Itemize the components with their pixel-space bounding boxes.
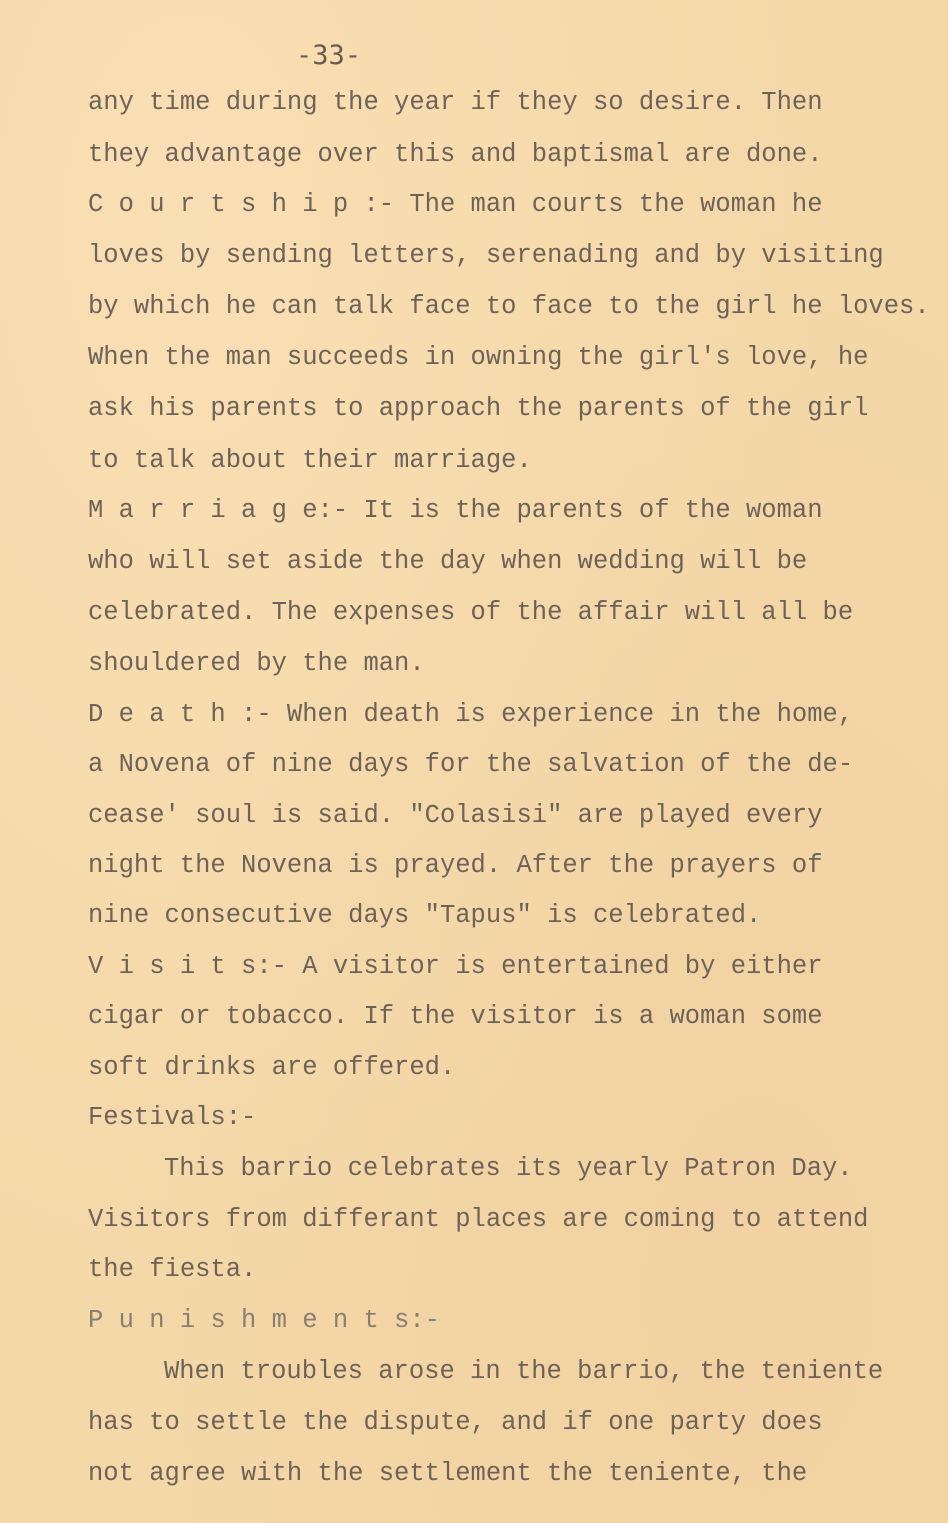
text-line: by which he can talk face to face to the girl he loves. bbox=[88, 292, 930, 321]
page-number: -33- bbox=[296, 40, 362, 71]
text-line: shouldered by the man. bbox=[88, 649, 425, 678]
text-line: a Novena of nine days for the salvation of the de- bbox=[88, 750, 854, 779]
text-line: has to settle the dispute, and if one party does bbox=[88, 1408, 823, 1437]
text-line: cease' soul is said. "Colasisi" are played every bbox=[88, 801, 823, 830]
text-line: soft drinks are offered. bbox=[88, 1053, 456, 1082]
text-line: the fiesta. bbox=[88, 1255, 257, 1284]
text-line: Visitors from differant places are coming to attend bbox=[88, 1205, 869, 1234]
text-line-courtship-heading: C o u r t s h i p :- The man courts the woman he bbox=[88, 190, 823, 219]
text-line: When troubles arose in the barrio, the teniente bbox=[164, 1357, 884, 1386]
text-line: When the man succeeds in owning the girl's love, he bbox=[88, 343, 869, 372]
text-line: cigar or tobacco. If the visitor is a woman some bbox=[88, 1002, 823, 1031]
text-line: they advantage over this and baptismal are done. bbox=[88, 140, 823, 169]
text-line: ask his parents to approach the parents of the girl bbox=[88, 394, 869, 423]
text-line-death-heading: D e a t h :- When death is experience in the home, bbox=[88, 700, 854, 729]
text-line-marriage-heading: M a r r i a g e:- It is the parents of the woman bbox=[88, 496, 823, 525]
text-line: not agree with the settlement the teniente, the bbox=[88, 1459, 808, 1488]
text-line: to talk about their marriage. bbox=[88, 446, 532, 475]
text-line: who will set aside the day when wedding will be bbox=[88, 547, 808, 576]
text-line-festivals-heading: Festivals:- bbox=[88, 1103, 257, 1132]
text-line: celebrated. The expenses of the affair will all be bbox=[88, 598, 854, 627]
text-line: any time during the year if they so desire. Then bbox=[88, 88, 823, 117]
text-line: night the Novena is prayed. After the prayers of bbox=[88, 851, 823, 880]
text-line: nine consecutive days "Tapus" is celebrated. bbox=[88, 901, 762, 930]
text-line-punishments-heading: P u n i s h m e n t s:- bbox=[88, 1306, 440, 1335]
text-line: This barrio celebrates its yearly Patron Day. bbox=[164, 1154, 853, 1183]
text-line-visits-heading: V i s i t s:- A visitor is entertained by either bbox=[88, 952, 823, 981]
text-line: loves by sending letters, serenading and by visiting bbox=[88, 241, 884, 270]
